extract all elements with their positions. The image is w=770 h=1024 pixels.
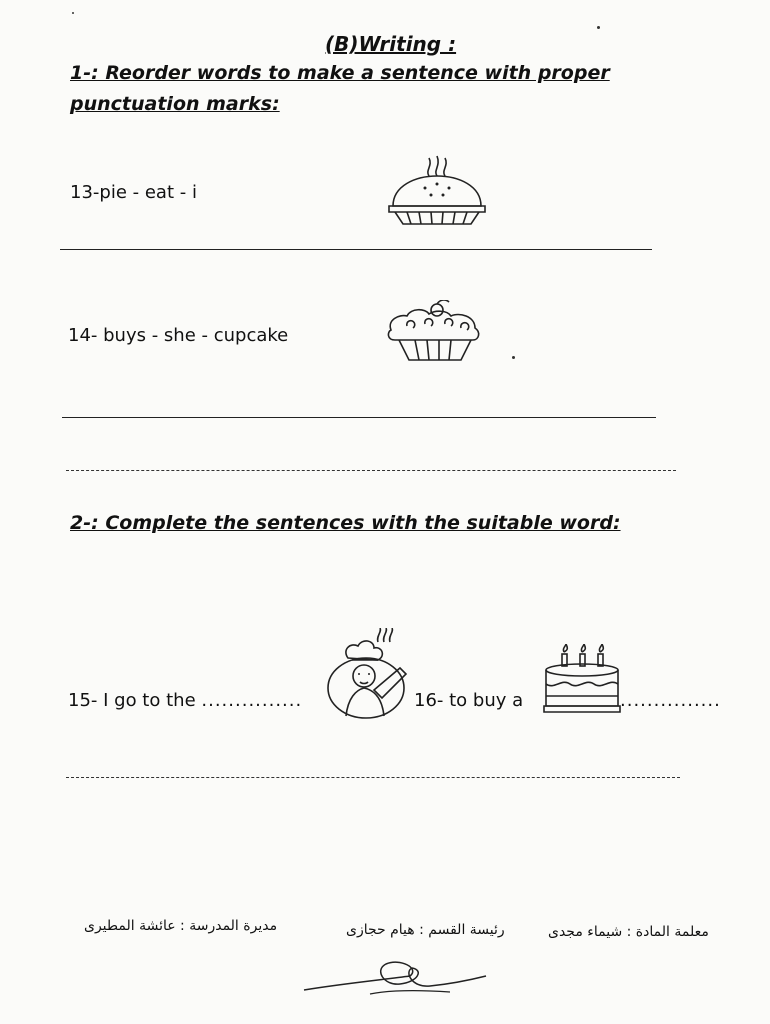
item-15-blank[interactable]: ............... bbox=[201, 690, 303, 711]
section-title: (B)Writing : bbox=[325, 32, 457, 56]
item-15 bbox=[68, 690, 302, 711]
handwritten-signature bbox=[300, 950, 490, 1000]
baker-icon bbox=[322, 628, 412, 720]
item-13-number: 13- bbox=[70, 182, 100, 203]
q1-instruction-line2: punctuation marks: bbox=[70, 93, 280, 115]
section-separator-1 bbox=[66, 470, 676, 471]
item-15-text: 15- I go to the bbox=[68, 690, 196, 711]
q1-instruction-line1: 1-: Reorder words to make a sentence with proper bbox=[70, 62, 610, 84]
item-13 bbox=[70, 182, 197, 203]
answer-line-14[interactable] bbox=[62, 417, 656, 418]
answer-line-13[interactable] bbox=[60, 249, 652, 250]
item-16-blank[interactable]: ............... bbox=[620, 690, 721, 711]
pie-icon bbox=[385, 148, 490, 226]
item-16-text: 16- to buy a bbox=[414, 690, 524, 711]
item-16 bbox=[414, 690, 523, 711]
signature-principal: مديرة المدرسة : عائشة المطيرى bbox=[84, 918, 278, 934]
signature-head-of-department: رئيسة القسم : هيام حجازى bbox=[346, 922, 505, 938]
birthday-cake-icon bbox=[542, 644, 622, 716]
cupcake-icon bbox=[385, 300, 485, 362]
signature-subject-teacher: معلمة المادة : شيماء مجدى bbox=[548, 924, 709, 940]
q2-instruction: 2-: Complete the sentences with the suitable word: bbox=[70, 512, 621, 534]
section-separator-2 bbox=[66, 777, 680, 778]
item-14: 14- buys - she - cupcake bbox=[68, 325, 289, 346]
item-13-words: pie - eat - i bbox=[99, 182, 197, 203]
